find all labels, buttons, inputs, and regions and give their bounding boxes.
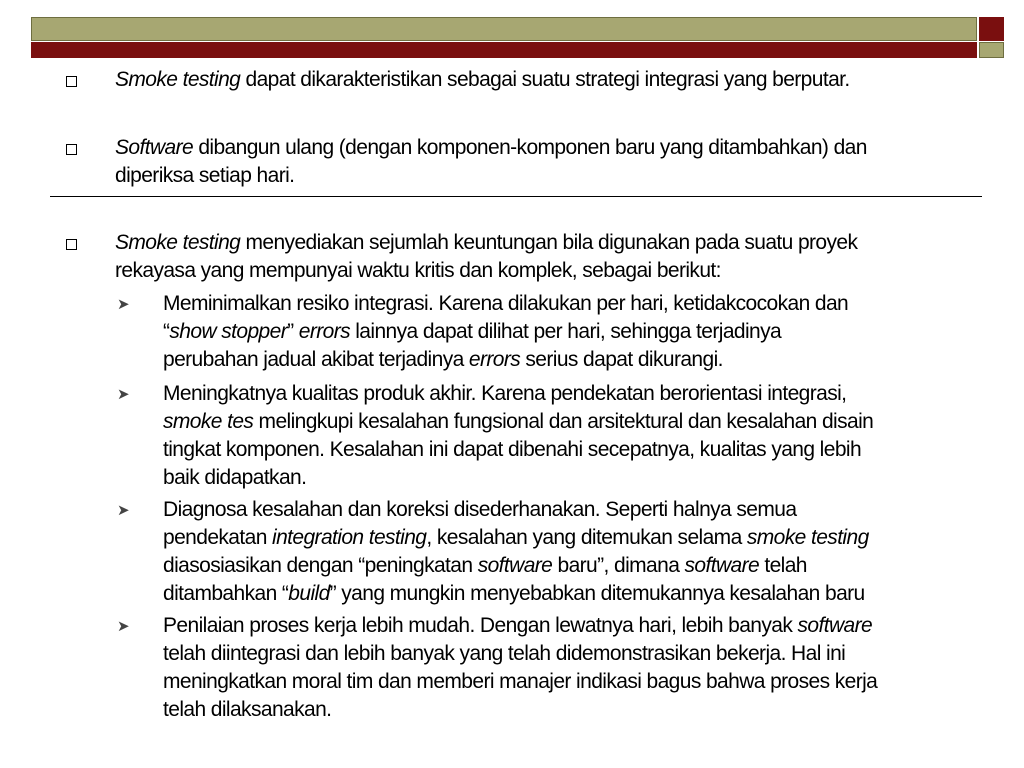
arrow-bullet-icon: ➤ <box>117 617 130 635</box>
header-square-maroon <box>979 17 1004 41</box>
bullet-lead: Smoke testing <box>115 68 241 91</box>
square-bullet-icon <box>66 144 77 155</box>
sub-item-2: Meningkatnya kualitas produk akhir. Karena pendekatan berorientasi integrasi, smoke tes melingkupi kesalahan fungsional dan arsitektural dan kesalahan disain tingkat komponen. Kesalahan ini dapat dibenahi secepatnya, kualitas yang lebih baik didapatkan. <box>163 382 874 489</box>
square-bullet-icon <box>66 239 77 250</box>
header-square-olive <box>979 42 1004 58</box>
square-bullet-icon <box>66 76 77 87</box>
divider-line <box>50 196 982 197</box>
bullet-lead: Smoke testing <box>115 231 241 254</box>
sub-item-3: Diagnosa kesalahan dan koreksi disederhanakan. Seperti halnya semua pendekatan integration testing, kesalahan yang ditemukan selama smoke testing diasosiasikan dengan “peningkatan software baru”, dimana software telah ditambahkan “build” yang mungkin menyebabkan ditemukannya kesalahan baru <box>163 498 869 605</box>
header-bar-olive <box>31 17 977 41</box>
sub-item-1: Meminimalkan resiko integrasi. Karena dilakukan per hari, ketidakcocokan dan “show stopper” errors lainnya dapat dilihat per hari, sehingga terjadinya perubahan jadual akibat terjadinya errors serius dapat dikurangi. <box>163 292 849 371</box>
arrow-bullet-icon: ➤ <box>117 385 130 403</box>
bullet-text-1: Smoke testing dapat dikarakteristikan sebagai suatu strategi integrasi yang berputar. <box>115 68 850 91</box>
header-bar-maroon <box>31 42 977 58</box>
bullet-text-2: Software dibangun ulang (dengan komponen-komponen baru yang ditambahkan) dan diperiksa setiap hari. <box>115 136 867 187</box>
bullet-lead: Software <box>115 136 194 159</box>
bullet-text-3: Smoke testing menyediakan sejumlah keuntungan bila digunakan pada suatu proyek rekayasa yang mempunyai waktu kritis dan komplek, sebagai berikut: <box>115 231 858 282</box>
sub-item-4: Penilaian proses kerja lebih mudah. Dengan lewatnya hari, lebih banyak software telah diintegrasi dan lebih banyak yang telah didemonstrasikan bekerja. Hal ini meningkatkan moral tim dan memberi manajer indikasi bagus bahwa proses kerja telah dilaksanakan. <box>163 614 878 721</box>
arrow-bullet-icon: ➤ <box>117 501 130 519</box>
arrow-bullet-icon: ➤ <box>117 295 130 313</box>
